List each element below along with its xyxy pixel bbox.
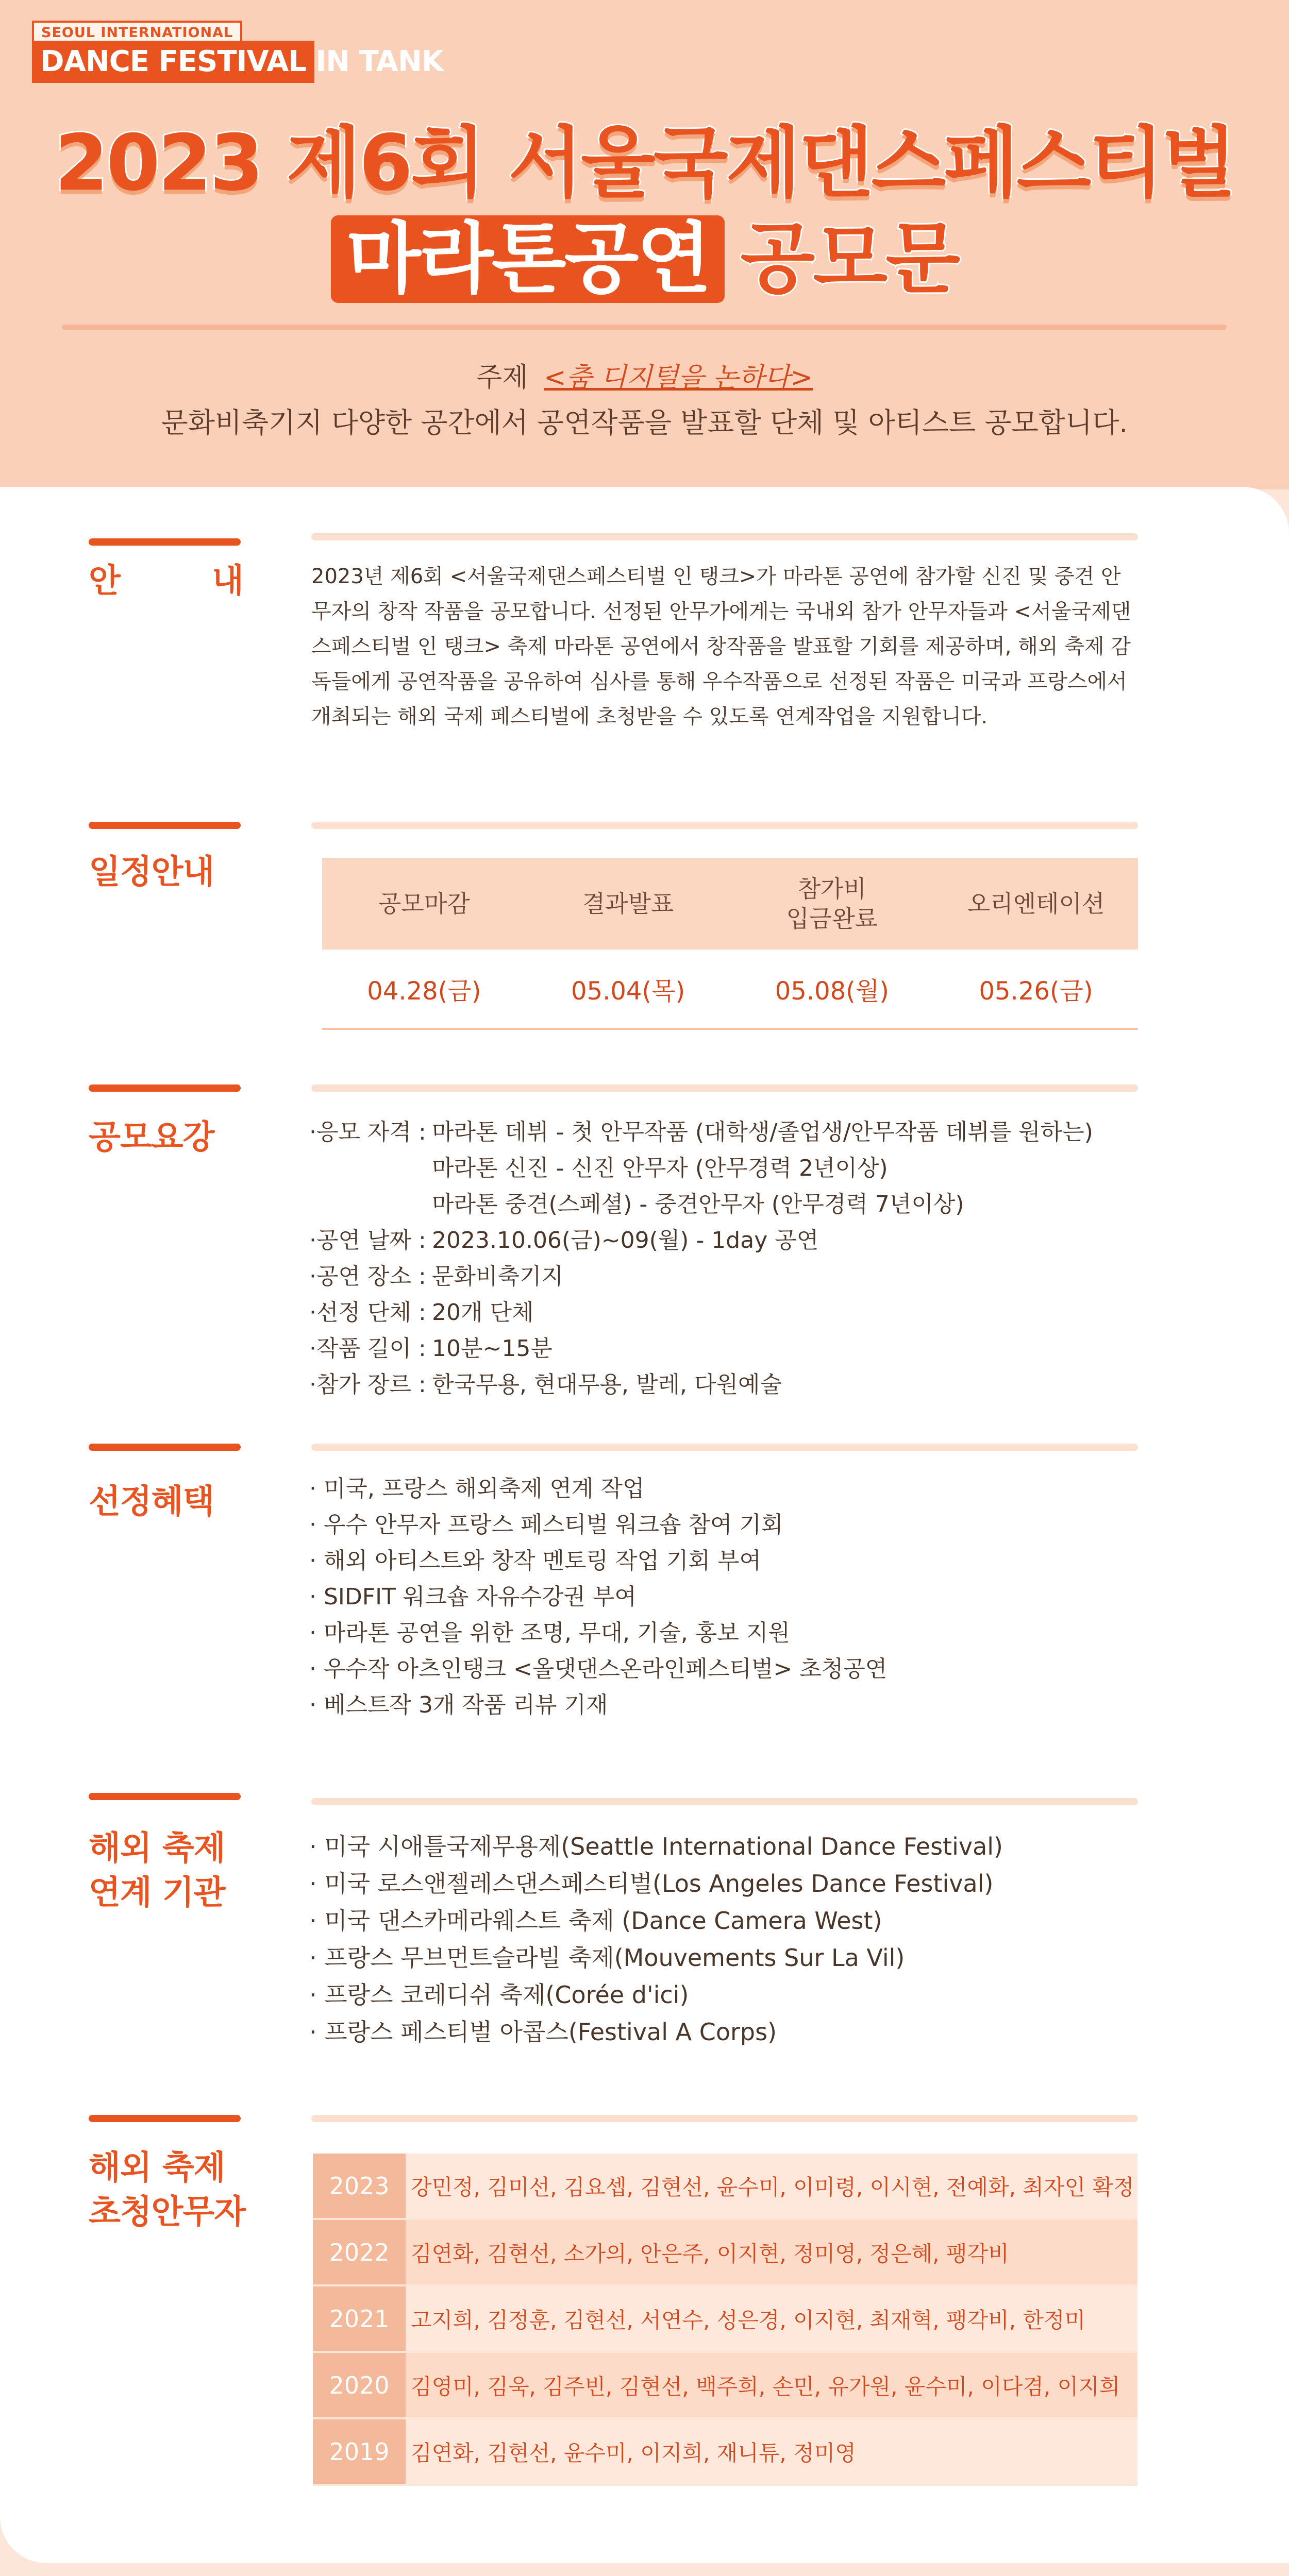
invited-row	[313, 2353, 1137, 2419]
schedule-header-cell: 공모마감	[378, 890, 470, 918]
requirement-value: 마라톤 데뷔 - 첫 안무작품 (대학생/졸업생/안무작품 데뷔를 원하는)	[432, 1119, 1093, 1145]
requirement-key	[309, 1187, 432, 1223]
schedule-table	[322, 858, 1138, 1030]
partners-title-line2: 연계 기관	[89, 1874, 225, 1912]
schedule-header-cell: 결과발표	[582, 890, 674, 918]
header	[0, 0, 1289, 489]
invited-names: 고지희, 김정훈, 김현선, 서연수, 성은경, 이지현, 최재혁, 팽각비, 한정미	[411, 2307, 1086, 2333]
invited-table	[313, 2154, 1137, 2486]
requirement-key: ·참가 장르 :	[309, 1371, 426, 1398]
invited-year: 2023	[313, 2154, 406, 2218]
requirement-value: 한국무용, 현대무용, 발레, 다원예술	[432, 1371, 782, 1398]
requirements-title: 공모요강	[89, 1118, 214, 1157]
invited-names: 김연화, 김현선, 소가의, 안은주, 이지현, 정미영, 정은혜, 팽각비	[411, 2241, 1009, 2266]
benefits-rule	[311, 1444, 1138, 1451]
invited-rule	[311, 2115, 1138, 2122]
requirement-value: 20개 단체	[432, 1299, 534, 1326]
partner-item: · 미국 시애틀국제무용제(Seattle International Dance Festival)	[309, 1833, 1003, 1860]
requirement-value: 마라톤 중견(스페셜) - 중견안무자 (안무경력 7년이상)	[432, 1191, 964, 1217]
invited-names: 강민정, 김미선, 김요셉, 김현선, 윤수미, 이미령, 이시현, 전예화, 최자인 확정	[411, 2174, 1134, 2200]
requirement-key	[309, 1150, 432, 1187]
theme-description: 문화비축기지 다양한 공간에서 공연작품을 발표할 단체 및 아티스트 공모합니다.	[161, 406, 1128, 439]
invited-row	[313, 2154, 1137, 2220]
requirement-item	[309, 1295, 1160, 1331]
invited-row	[313, 2286, 1137, 2353]
requirement-key: ·응모 자격 :	[309, 1119, 426, 1145]
partners-rule	[311, 1798, 1138, 1805]
invited-year: 2022	[313, 2220, 406, 2284]
benefits-title: 선정혜택	[89, 1483, 214, 1521]
festival-logo	[32, 21, 444, 83]
header-divider	[62, 325, 1227, 330]
requirement-item	[309, 1259, 1160, 1295]
requirement-key: ·작품 길이 :	[309, 1335, 426, 1362]
theme-label: 주제	[476, 362, 528, 393]
invited-names: 김연화, 김현선, 윤수미, 이지희, 재니튜, 정미영	[411, 2440, 856, 2466]
requirement-value: 2023.10.06(금)~09(월) - 1day 공연	[432, 1227, 819, 1253]
schedule-date-cell: 05.04(목)	[571, 976, 685, 1006]
requirement-key: ·선정 단체 :	[309, 1299, 426, 1326]
schedule-rule	[311, 822, 1138, 829]
title-rest: 공모문	[740, 214, 959, 304]
partners-title	[89, 1826, 225, 1915]
requirement-value: 마라톤 신진 - 신진 안무자 (안무경력 2년이상)	[432, 1155, 888, 1181]
requirement-value: 문화비축기지	[432, 1263, 564, 1290]
benefit-item: · 우수 안무자 프랑스 페스티벌 워크숍 참여 기회	[309, 1512, 783, 1538]
requirement-value: 10분~15분	[432, 1335, 553, 1362]
requirement-item	[309, 1187, 1160, 1223]
invited-row	[313, 2419, 1137, 2486]
partner-item: · 프랑스 페스티벌 아콥스(Festival A Corps)	[309, 2018, 777, 2046]
requirement-item	[309, 1114, 1160, 1150]
main-title-line2	[0, 215, 1289, 303]
requirement-key: ·공연 날짜 :	[309, 1227, 426, 1253]
invited-title	[89, 2146, 245, 2234]
main-title-line1: 2023 제6회 서울국제댄스페스티벌	[54, 118, 1235, 208]
invited-title-line1: 해외 축제	[89, 2149, 225, 2187]
intro-rule	[311, 533, 1138, 540]
title-highlight: 마라톤공연	[331, 215, 725, 303]
requirements-accent-bar	[89, 1084, 241, 1092]
schedule-accent-bar	[89, 822, 241, 829]
intro-text: 2023년 제6회 <서울국제댄스페스티벌 인 탱크>가 마라톤 공연에 참가할 신진 및 중견 안무자의 창작 작품을 공모합니다. 선정된 안무가에게는 국내외 참가 안무자들과 <서울국제댄스페스티벌 인 탱크> 축제 마라톤 공연에서 창작품을 발표할 기회를 제공하며, 해외 축제 감독들에게 공연작품을 공유하여 심사를 통해 우수작품으로 선정된 작품은 미국과 프랑스에서 개최되는 해외 국제 페스티벌에 초청받을 수 있도록 연계작업을 지원합니다.	[311, 565, 1131, 728]
invited-year: 2019	[313, 2419, 406, 2484]
invited-year: 2021	[313, 2286, 406, 2351]
partners-accent-bar	[89, 1793, 241, 1800]
benefit-item: · SIDFIT 워크숍 자유수강권 부여	[309, 1584, 637, 1610]
theme-value: <춤 디지털을 논하다>	[543, 362, 813, 393]
intro-title	[89, 559, 243, 603]
benefits-accent-bar	[89, 1444, 241, 1451]
theme-line	[0, 355, 1289, 394]
benefit-item: · 미국, 프랑스 해외축제 연계 작업	[309, 1476, 645, 1502]
intro-title-char: 안	[89, 562, 120, 600]
schedule-title: 일정안내	[89, 853, 214, 891]
benefits-list	[309, 1471, 1160, 1723]
invited-accent-bar	[89, 2115, 241, 2122]
schedule-date-cell: 05.26(금)	[979, 976, 1093, 1006]
partner-item: · 미국 댄스카메라웨스트 축제 (Dance Camera West)	[309, 1907, 882, 1935]
benefit-item: · 해외 아티스트와 창작 멘토링 작업 기회 부여	[309, 1548, 761, 1574]
schedule-date-cell: 04.28(금)	[367, 976, 481, 1006]
requirement-item	[309, 1150, 1160, 1187]
logo-main-text: DANCE FESTIVAL IN TANK	[32, 41, 314, 83]
invited-year: 2020	[313, 2353, 406, 2417]
schedule-date-row	[322, 950, 1138, 1030]
requirement-item	[309, 1223, 1160, 1259]
requirements-rule	[311, 1084, 1138, 1092]
benefit-item: · 베스트작 3개 작품 리뷰 기재	[309, 1692, 608, 1718]
partners-title-line1: 해외 축제	[89, 1829, 225, 1868]
partner-item: · 프랑스 코레디쉬 축제(Corée d'ici)	[309, 1981, 689, 2009]
invited-names: 김영미, 김욱, 김주빈, 김현선, 백주희, 손민, 유가원, 윤수미, 이다겸, 이지희	[411, 2374, 1120, 2399]
schedule-date-cell: 05.08(월)	[775, 976, 889, 1006]
partners-list	[309, 1828, 1160, 2050]
requirement-item	[309, 1367, 1160, 1403]
requirements-list	[309, 1114, 1160, 1403]
intro-accent-bar	[89, 538, 241, 546]
partner-item: · 미국 로스앤젤레스댄스페스티벌(Los Angeles Dance Festival)	[309, 1870, 994, 1897]
schedule-header-cell: 참가비 입금완료	[786, 875, 878, 933]
requirement-item	[309, 1331, 1160, 1367]
partner-item: · 프랑스 무브먼트슬라빌 축제(Mouvements Sur La Vil)	[309, 1944, 905, 1972]
schedule-header-cell: 오리엔테이션	[967, 890, 1105, 918]
schedule-header-row	[322, 858, 1138, 950]
benefit-item: · 우수작 아츠인탱크 <올댓댄스온라인페스티벌> 초청공연	[309, 1656, 888, 1682]
intro-title-char: 내	[212, 562, 243, 600]
invited-row	[313, 2220, 1137, 2286]
benefit-item: · 마라톤 공연을 위한 조명, 무대, 기술, 홍보 지원	[309, 1620, 790, 1646]
requirement-key: ·공연 장소 :	[309, 1263, 426, 1290]
logo-top-text: SEOUL INTERNATIONAL	[32, 21, 242, 41]
invited-title-line2: 초청안무자	[89, 2193, 246, 2231]
